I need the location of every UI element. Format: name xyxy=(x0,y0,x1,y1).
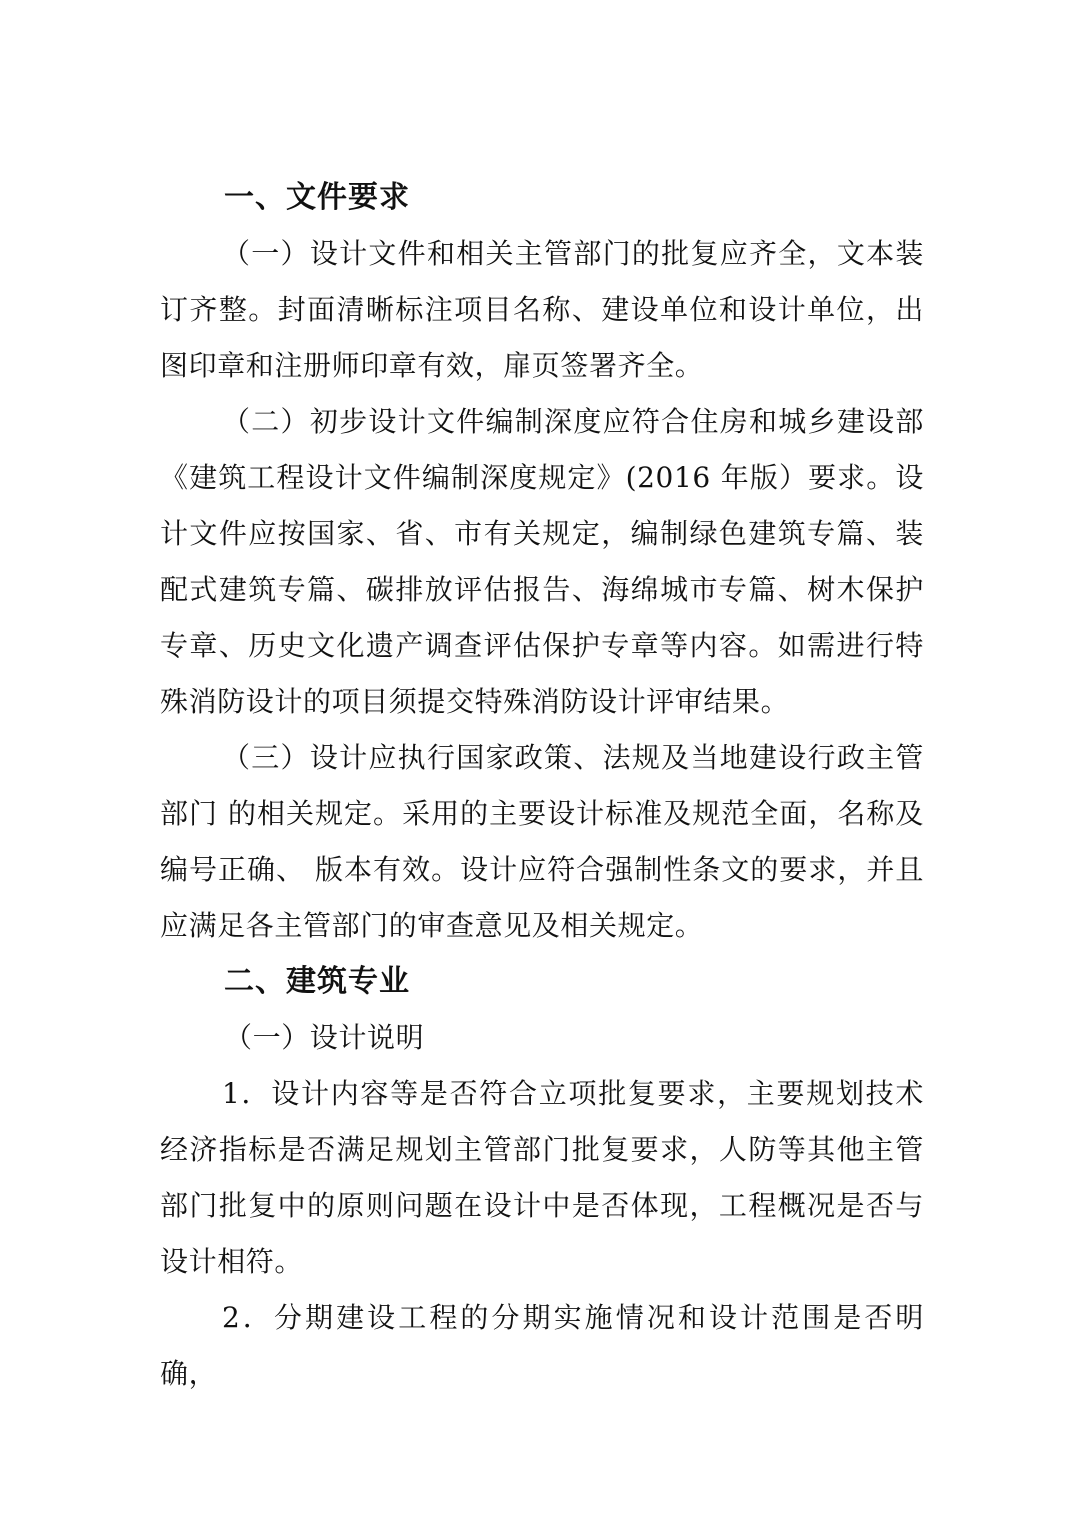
section-heading-architecture: 二、建筑专业 xyxy=(224,964,410,999)
section-heading-file-requirements: 一、文件要求 xyxy=(224,180,410,215)
paragraph-policy-compliance: （三）设计应执行国家政策、法规及当地建设行政主管部门 的相关规定。采用的主要设计标准及规范全面，名称及编号正确、 版本有效。设计应符合强制性条文的要求，并且应满足各主管部门的审查意见及相关规定。 xyxy=(160,741,924,942)
list-item-1: 1．设计内容等是否符合立项批复要求，主要规划技术经济指标是否满足规划主管部门批复要求，人防等其他主管部门批复中的原则问题在设计中是否体现，工程概况是否与设计相符。 xyxy=(160,1077,924,1278)
paragraph-file-completeness: （一）设计文件和相关主管部门的批复应齐全，文本装订齐整。封面清晰标注项目名称、建设单位和设计单位，出图印章和注册师印章有效，扉页签署齐全。 xyxy=(160,237,924,382)
paragraph-design-depth: （二）初步设计文件编制深度应符合住房和城乡建设部《建筑工程设计文件编制深度规定》(2016 年版）要求。设计文件应按国家、省、市有关规定，编制绿色建筑专篇、装配式建筑专篇、碳排放评估报告、海绵城市专篇、树木保护专章、历史文化遗产调查评估保护专章等内容。如需进行特殊消防设计的项目须提交特殊消防设计评审结果。 xyxy=(160,405,924,718)
list-item-2: 2．分期建设工程的分期实施情况和设计范围是否明确， xyxy=(160,1301,924,1390)
document-page xyxy=(160,170,924,1402)
subheading-design-description: （一）设计说明 xyxy=(224,1021,425,1054)
